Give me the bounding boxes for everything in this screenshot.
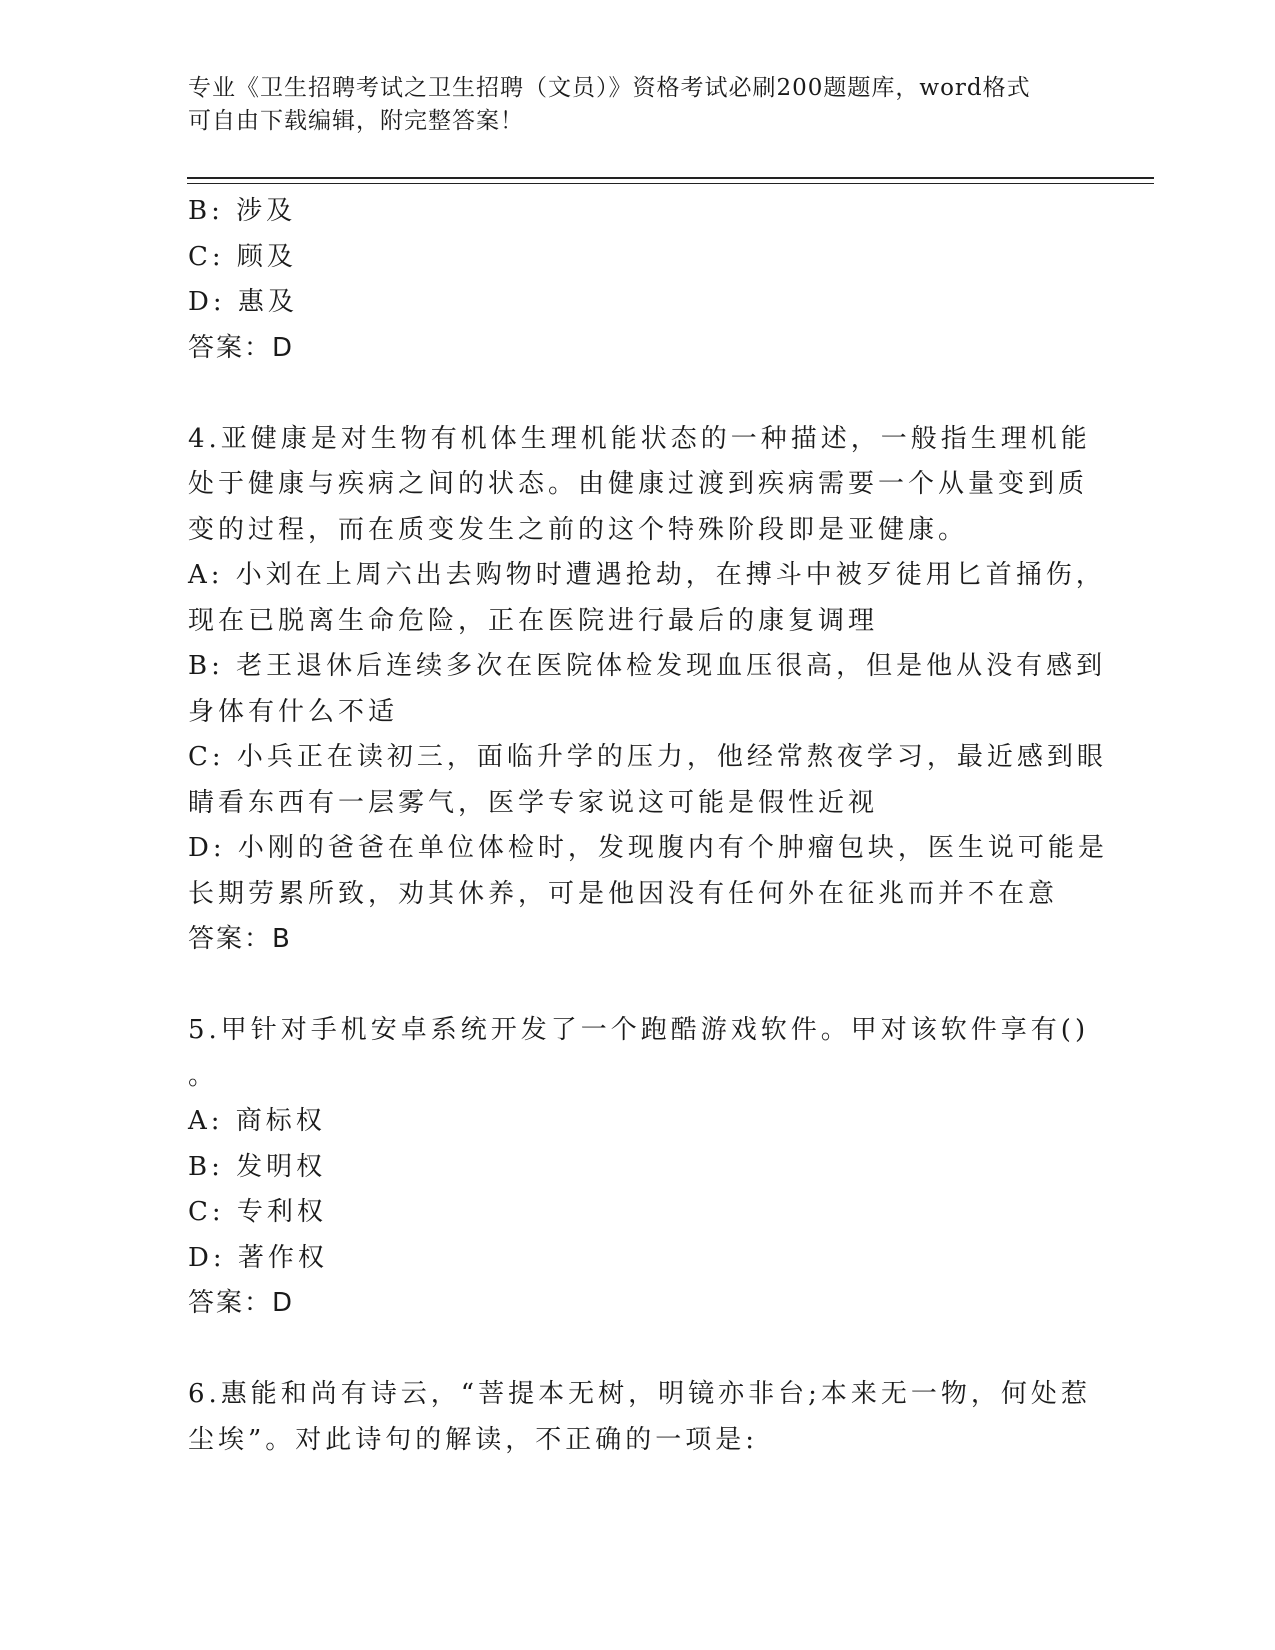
page-header	[188, 72, 1088, 138]
answer-line: 答案：D	[188, 332, 295, 363]
option-c: C: 专利权	[188, 1197, 327, 1227]
header-title-line-2: 可自由下载编辑，附完整答案！	[188, 108, 524, 134]
question-stem: 5.甲针对手机安卓系统开发了一个跑酷游戏软件。甲对该软件享有()	[188, 1015, 1090, 1045]
header-divider-thin	[187, 183, 1154, 184]
question-stem: 处于健康与疾病之间的状态。由健康过渡到疾病需要一个从量变到质	[188, 469, 1089, 499]
question-spacer	[188, 371, 1088, 417]
question-5	[188, 1008, 1088, 1327]
header-title-line-1: 专业《卫生招聘考试之卫生招聘（文员）》资格考试必刷200题题库，word格式	[188, 75, 1031, 101]
option-d: D: 惠及	[188, 287, 298, 317]
answer-line: 答案：D	[188, 1288, 295, 1318]
option-b: B: 发明权	[188, 1151, 327, 1182]
option-b: B: 老王退休后连续多次在医院体检发现血压很高，但是他从没有感到	[188, 651, 1107, 681]
header-divider-thick	[187, 177, 1154, 179]
option-a-continued: 现在已脱离生命危险，正在医院进行最后的康复调理	[188, 605, 879, 636]
option-c-continued: 睛看东西有一层雾气，医学专家说这可能是假性近视	[188, 787, 879, 818]
question-spacer	[188, 1327, 1088, 1373]
question-stem: 4.亚健康是对生物有机体生理机能状态的一种描述，一般指生理机能	[188, 423, 1091, 454]
option-d-continued: 长期劳累所致，劝其休养，可是他因没有任何外在征兆而并不在意	[188, 878, 1059, 909]
option-b-continued: 身体有什么不适	[188, 696, 399, 727]
option-d: D: 小刚的爸爸在单位体检时，发现腹内有个肿瘤包块，医生说可能是	[188, 833, 1108, 863]
option-a: A: 商标权	[188, 1106, 326, 1136]
question-stem: 。	[188, 1060, 219, 1091]
question-stem: 尘埃”。对此诗句的解读，不正确的一项是:	[188, 1424, 759, 1455]
question-spacer	[188, 963, 1088, 1009]
question-stem: 变的过程，而在质变发生之前的这个特殊阶段即是亚健康。	[188, 514, 969, 545]
question-6	[188, 1372, 1091, 1463]
option-d: D: 著作权	[188, 1242, 328, 1273]
option-c: C: 顾及	[188, 241, 297, 272]
question-stem: 6.惠能和尚有诗云，“菩提本无树，明镜亦非台;本来无一物，何处惹	[188, 1379, 1091, 1409]
document-body	[188, 189, 1108, 1463]
option-c: C: 小兵正在读初三，面临升学的压力，他经常熬夜学习，最近感到眼	[188, 742, 1107, 772]
question-3	[188, 189, 1088, 371]
option-a: A: 小刘在上周六出去购物时遭遇抢劫，在搏斗中被歹徒用匕首捅伤，	[188, 560, 1106, 590]
question-4	[188, 417, 1108, 963]
answer-line: 答案：B	[188, 924, 292, 954]
option-b: B: 涉及	[188, 196, 297, 226]
